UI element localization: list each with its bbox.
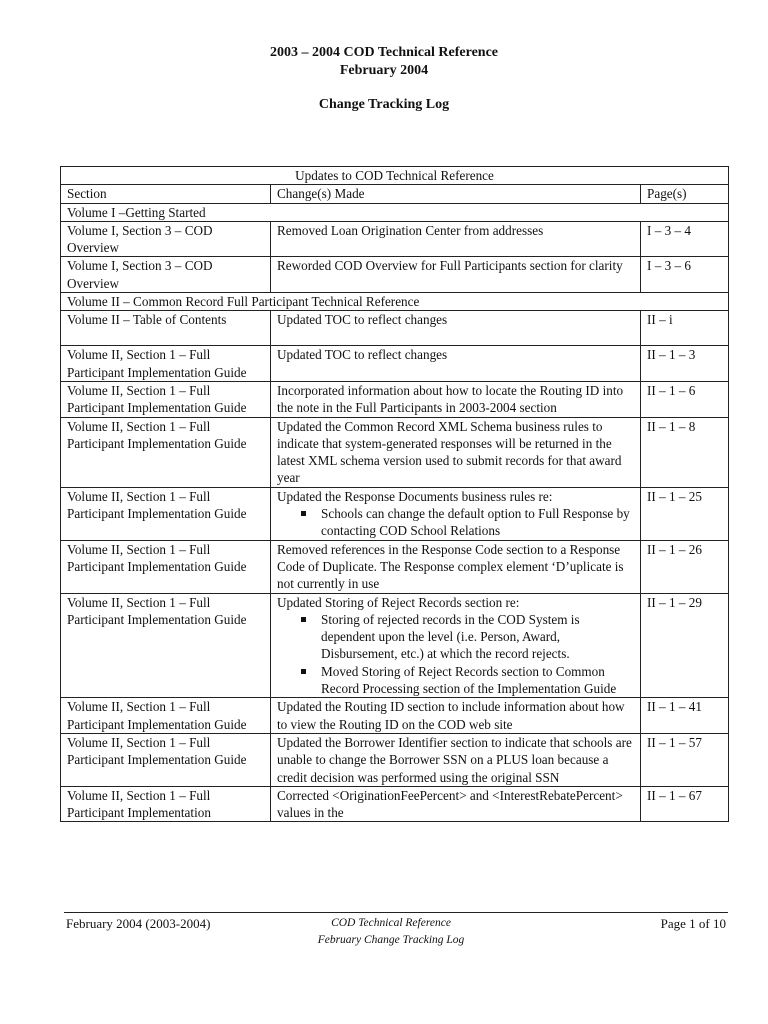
change-text: Updated the Routing ID section to include information about how to view the Routing ID on the COD web site [277, 699, 625, 732]
change-bullet-item: Schools can change the default option to Full Response by contacting COD School Relations [321, 505, 634, 540]
pages-cell: II – 1 – 26 [641, 540, 729, 593]
change-bullet-item: Moved Storing of Reject Records section to Common Record Processing section of the Implementation Guide [321, 663, 634, 698]
change-text: Removed Loan Origination Center from addresses [277, 222, 544, 238]
group-heading: Volume II – Common Record Full Participant Technical Reference [61, 293, 729, 311]
change-cell [271, 698, 641, 734]
change-cell [271, 346, 641, 382]
pages-cell: II – 1 – 25 [641, 487, 729, 540]
footer-page-number: Page 1 of 10 [660, 916, 726, 931]
pages-cell: II – 1 – 29 [641, 593, 729, 698]
table-group-row [61, 293, 729, 311]
pages-cell: II – 1 – 6 [641, 381, 729, 417]
section-cell: Volume II, Section 1 – Full Participant Implementation Guide [61, 733, 271, 786]
table-caption-row [61, 167, 729, 185]
column-header-pages: Page(s) [641, 185, 729, 203]
table-row [61, 593, 729, 698]
pages-cell: I – 3 – 6 [641, 257, 729, 293]
change-cell [271, 221, 641, 257]
section-cell: Volume I, Section 3 – COD Overview [61, 221, 271, 257]
footer-doc-name: COD Technical Reference [331, 917, 451, 929]
change-cell [271, 417, 641, 487]
change-text: Incorporated information about how to locate the Routing ID into the note in the Full Participants in 2003-2004 section [277, 382, 624, 416]
change-text: Corrected <OriginationFeePercent> and <InterestRebatePercent> values in the [277, 787, 623, 821]
change-text: Updated the Borrower Identifier section to indicate that schools are unable to change the Borrower SSN on a PLUS loan because a credit decision was performed using the original SSN [277, 734, 632, 785]
change-text: Updated Storing of Reject Records section re: [277, 594, 520, 610]
table-header-row [61, 185, 729, 203]
section-cell: Volume II, Section 1 – Full Participant Implementation Guide [61, 540, 271, 593]
section-cell: Volume II, Section 1 – Full Participant Implementation Guide [61, 381, 271, 417]
table-row [61, 381, 729, 417]
section-cell: Volume II, Section 1 – Full Participant Implementation Guide [61, 593, 271, 698]
document-date: February 2004 [339, 63, 429, 78]
pages-cell: II – 1 – 67 [641, 786, 729, 822]
table-row [61, 257, 729, 293]
table-row [61, 786, 729, 822]
change-bullet-list [277, 505, 634, 540]
section-cell: Volume II, Section 1 – Full Participant Implementation Guide [61, 698, 271, 734]
change-bullet-item: Storing of rejected records in the COD System is dependent upon the level (i.e. Person, Award, Disbursement, etc.) at which the record rejects. [321, 611, 634, 663]
change-text: Removed references in the Response Code section to a Response Code of Duplicate. The Response complex element ‘D’uplicate is not currently in use [277, 541, 624, 592]
pages-cell: II – 1 – 3 [641, 346, 729, 382]
pages-cell: II – 1 – 8 [641, 417, 729, 487]
table-row [61, 417, 729, 487]
group-heading: Volume I –Getting Started [61, 203, 729, 221]
change-cell [271, 593, 641, 698]
change-cell [271, 257, 641, 293]
column-header-changes: Change(s) Made [271, 185, 641, 203]
table-row [61, 221, 729, 257]
change-log-table [60, 166, 729, 822]
pages-cell: II – 1 – 41 [641, 698, 729, 734]
change-cell [271, 733, 641, 786]
change-cell [271, 311, 641, 346]
table-body [61, 203, 729, 822]
table-group-row [61, 203, 729, 221]
change-text: Reworded COD Overview for Full Participants section for clarity [277, 258, 623, 274]
table-row [61, 487, 729, 540]
page-footer [64, 912, 728, 949]
table-row [61, 540, 729, 593]
change-cell [271, 381, 641, 417]
document-title: 2003 – 2004 COD Technical Reference [270, 45, 498, 60]
footer-log-name: February Change Tracking Log [317, 934, 465, 946]
change-text: Updated TOC to reflect changes [277, 312, 448, 328]
log-title: Change Tracking Log [318, 97, 450, 112]
section-cell: Volume II, Section 1 – Full Participant Implementation Guide [61, 417, 271, 487]
section-cell: Volume II, Section 1 – Full Participant Implementation Guide [61, 346, 271, 382]
pages-cell: I – 3 – 4 [641, 221, 729, 257]
table-row [61, 311, 729, 346]
change-text: Updated TOC to reflect changes [277, 347, 448, 363]
change-cell [271, 487, 641, 540]
section-cell: Volume II, Section 1 – Full Participant Implementation Guide [61, 487, 271, 540]
pages-cell: II – 1 – 57 [641, 733, 729, 786]
table-row [61, 346, 729, 382]
change-text: Updated the Common Record XML Schema business rules to indicate that system-generated responses will be returned in the latest XML schema version used to submit records for that award year [277, 418, 622, 486]
change-cell [271, 786, 641, 822]
change-bullet-list [277, 611, 634, 697]
table-row [61, 698, 729, 734]
footer-date: February 2004 (2003-2004) [66, 916, 211, 931]
change-text: Updated the Response Documents business rules re: [277, 488, 553, 504]
change-cell [271, 540, 641, 593]
section-cell: Volume I, Section 3 – COD Overview [61, 257, 271, 293]
pages-cell: II – i [641, 311, 729, 346]
section-cell: Volume II, Section 1 – Full Participant Implementation [61, 786, 271, 822]
section-cell: Volume II – Table of Contents [61, 311, 271, 346]
document-header [0, 44, 768, 114]
table-caption: Updates to COD Technical Reference [61, 167, 729, 185]
table-row [61, 733, 729, 786]
column-header-section: Section [61, 185, 271, 203]
